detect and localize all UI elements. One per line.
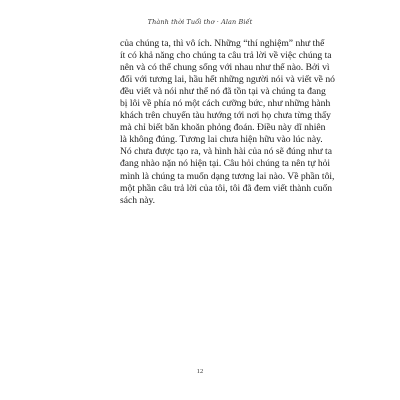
text-line: bị lôi về phía nó một cách cưỡng bức, như những hành — [120, 98, 331, 110]
text-line: là không đúng. Tương lai chưa hiện hữu vào lúc này. — [120, 134, 323, 146]
text-line: Nó chưa được tạo ra, và hình hài của nó sẽ đúng như ta — [120, 146, 332, 158]
page-number: 12 — [196, 368, 204, 375]
text-line: khách trên chuyến tàu hướng tới nơi họ chưa từng thấy — [120, 110, 331, 122]
running-header: Thành thời Tuổi thơ · Alan Biết — [147, 18, 253, 26]
text-line: một phần câu trả lời của tôi, tôi đã đem viết thành cuốn — [120, 182, 333, 194]
text-line: đối với tương lai, hầu hết những người nói và viết về nó — [120, 74, 335, 86]
text-line: mình là chúng ta muốn dạng tương lai nào. Về phần tôi, — [120, 170, 335, 182]
text-line: của chúng ta, thì vô ích. Những “thí nghiệm” như thế — [120, 38, 325, 49]
text-line: mà chỉ biết băn khoăn phỏng đoán. Điều này dĩ nhiên — [120, 122, 326, 134]
text-line-last: sách này. — [120, 194, 156, 206]
text-line: đều viết và nói như thể nó đã tồn tại và chúng ta đang — [120, 86, 326, 98]
text-line: nên và có thể chung sống với nhau như thế nào. Bởi vì — [120, 62, 330, 74]
text-line: ít có khả năng cho chúng ta câu trả lời về việc chúng ta — [120, 50, 332, 62]
text-line: đang nhào nặn nó hiện tại. Câu hỏi chúng ta nên tự hỏi — [120, 158, 331, 170]
body-paragraph — [120, 38, 335, 207]
